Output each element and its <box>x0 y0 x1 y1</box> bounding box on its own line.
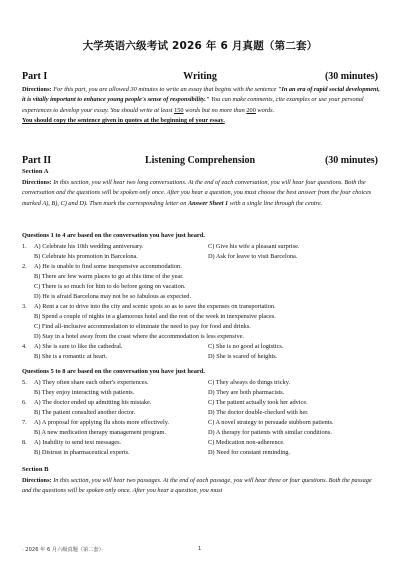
section-b-label: Section B <box>22 466 49 473</box>
questions-5-8-intro: Questions 5 to 8 are based on the conversation you have just heard. <box>22 368 205 375</box>
option-b: B) Spend a couple of nights in a glamorous hotel and the rest of the week in inexpensive places. <box>34 313 276 320</box>
option-a: A) They often share each other's experiences. <box>34 379 149 386</box>
question-7-row-1 <box>22 418 382 428</box>
footer-label: · 2026 年 6 月六级真题（第二套）· <box>22 547 103 553</box>
page-footer <box>22 546 382 553</box>
option-d: D) He is afraid Barcelona may not be so fabulous as expected. <box>34 293 192 300</box>
question-5-row-1 <box>22 378 382 388</box>
option-a: A) The doctor ended up admitting his mistake. <box>34 399 152 406</box>
section-a-label: Section A <box>22 168 49 175</box>
question-3-row-4 <box>22 332 382 342</box>
part1-title: Writing <box>183 71 217 82</box>
part1-min-words: 150 <box>174 106 184 114</box>
question-4-row-1 <box>22 342 382 352</box>
question-3-row-1 <box>22 302 382 312</box>
question-number: 2. <box>22 263 27 270</box>
question-7-row-2 <box>22 428 382 438</box>
part1-header <box>22 71 378 83</box>
exam-title: 大学英语六级考试 2026 年 6 月真题（第二套） <box>82 40 318 52</box>
option-a: A) Rent a car to drive into the city and scenic spots so as to save the expenses on transportation. <box>34 303 276 310</box>
question-8-row-2 <box>22 448 382 458</box>
question-2-row-4 <box>22 292 382 302</box>
option-c: C) They always do things tricky. <box>208 379 291 386</box>
question-8-row-1 <box>22 438 382 448</box>
part1-directions-text-a: For this part, you are allowed 30 minutes to write an essay that begins with the sentence <box>51 86 278 93</box>
option-b: B) There are few warm places to go at this time of the year. <box>34 273 184 280</box>
option-d: D) She is scared of heights. <box>208 353 278 360</box>
option-c: C) There is so much for him to do before going on vacation. <box>34 283 186 290</box>
part1-directions-text-d: words. <box>255 106 275 114</box>
option-a: A) He is unable to find some inexpensive accommodation. <box>34 263 182 270</box>
option-c: C) The patient actually took her advice. <box>208 399 308 406</box>
question-3-row-3 <box>22 322 382 332</box>
part2-header <box>22 155 378 167</box>
question-number: 3. <box>22 303 27 310</box>
option-d: D) Need for constant reminding. <box>208 449 291 456</box>
section-b-directions <box>22 476 380 497</box>
question-2-row-3 <box>22 282 382 292</box>
option-b: B) A new medication therapy management program. <box>34 429 167 436</box>
option-a: A) She is sure to like the cathedral. <box>34 343 123 350</box>
option-b: B) Distrust in pharmaceutical experts. <box>34 449 130 456</box>
option-d: D) They are both pharmacists. <box>208 389 285 396</box>
part1-quote: "In an era of rapid social development, it is vitally important to enhance young people's sense of responsibility." <box>22 86 380 104</box>
option-d: D) Ask for leave to visit Barcelona. <box>208 253 298 260</box>
option-d: D) A therapy for patients with similar conditions. <box>208 429 332 436</box>
part1-directions-text-c: words but no more than <box>183 106 247 114</box>
section-a-directions <box>22 178 380 209</box>
questions-1-4-intro: Questions 1 to 4 are based on the conversation you have just heard. <box>22 232 205 239</box>
option-c: C) She is no good at logistics. <box>208 343 284 350</box>
part1-time: (30 minutes) <box>324 71 378 82</box>
option-d: D) Stay in a hotel away from the coast where the accommodation is less expensive. <box>34 333 245 340</box>
question-4-row-2 <box>22 352 382 362</box>
page-number: 1 <box>198 546 202 552</box>
question-number: 5. <box>22 379 27 386</box>
part1-max-words: 200 <box>246 106 256 114</box>
section-a-directions-label: Directions: <box>22 179 52 186</box>
option-b: B) Celebrate his promotion in Barcelona. <box>34 253 138 260</box>
option-c: C) Find all-inclusive accommodation to eliminate the need to pay for food and drinks. <box>34 323 251 330</box>
part1-directions-text-b: You can make comments, cite examples or use your personal experiences to develop your essay. You should write at least <box>22 96 364 114</box>
question-6-row-2 <box>22 408 382 418</box>
section-b-directions-label: Directions: <box>22 477 52 484</box>
part1-name: Part I <box>22 71 48 82</box>
section-a-directions-text-b: with a single line through the centre. <box>228 199 323 207</box>
question-number: 6. <box>22 399 27 406</box>
part2-title: Listening Comprehension <box>144 155 256 166</box>
question-6-row-1 <box>22 398 382 408</box>
question-number: 7. <box>22 419 27 426</box>
question-1-row-1 <box>22 242 382 252</box>
part1-directions <box>22 85 380 127</box>
option-c: C) Give his wife a pleasant surprise. <box>208 243 300 250</box>
option-c: C) A novel strategy to persuade stubborn patients. <box>208 419 334 426</box>
part1-directions-label: Directions: <box>22 86 52 93</box>
section-b-directions-text: In this section, you will hear two passages. At the end of each passage, you will hear three or four questions. Both the passage and the questions will be spoken only once. After you hear a question, you must <box>22 477 372 495</box>
part1-copy-note: You should copy the sentence given in quotes at the beginning of your essay. <box>22 117 225 125</box>
option-a: A) Inability to send text messages. <box>34 439 122 446</box>
section-a-directions-text-a: In this section, you will hear two long conversations. At the end of each conversation, you will hear four questions. Both the conversation and the questions will be spoken only once. After you hear a question, you must choose the best answer from the four choices marked A), B), C) and D). Then mark the corresponding letter on <box>22 179 372 207</box>
option-b: B) They enjoy interacting with patients. <box>34 389 135 396</box>
option-a: A) A proposal for applying flu shots more effectively. <box>34 419 170 426</box>
question-2-row-2 <box>22 272 382 282</box>
option-d: D) The doctor double-checked with her. <box>208 409 309 416</box>
answer-sheet-ref: Answer Sheet 1 <box>187 199 229 207</box>
part2-time: (30 minutes) <box>324 155 378 166</box>
question-1-row-2 <box>22 252 382 262</box>
question-number: 8. <box>22 439 27 446</box>
part2-name: Part II <box>22 155 52 166</box>
question-number: 4. <box>22 343 27 350</box>
question-3-row-2 <box>22 312 382 322</box>
question-number: 1. <box>22 243 27 250</box>
option-b: B) The patient consulted another doctor. <box>34 409 136 416</box>
question-5-row-2 <box>22 388 382 398</box>
question-2-row-1 <box>22 262 382 272</box>
option-c: C) Medication non-adherence. <box>208 439 285 446</box>
option-b: B) She is a romantic at heart. <box>34 353 108 360</box>
option-a: A) Celebrate his 10th wedding anniversary. <box>34 243 144 250</box>
